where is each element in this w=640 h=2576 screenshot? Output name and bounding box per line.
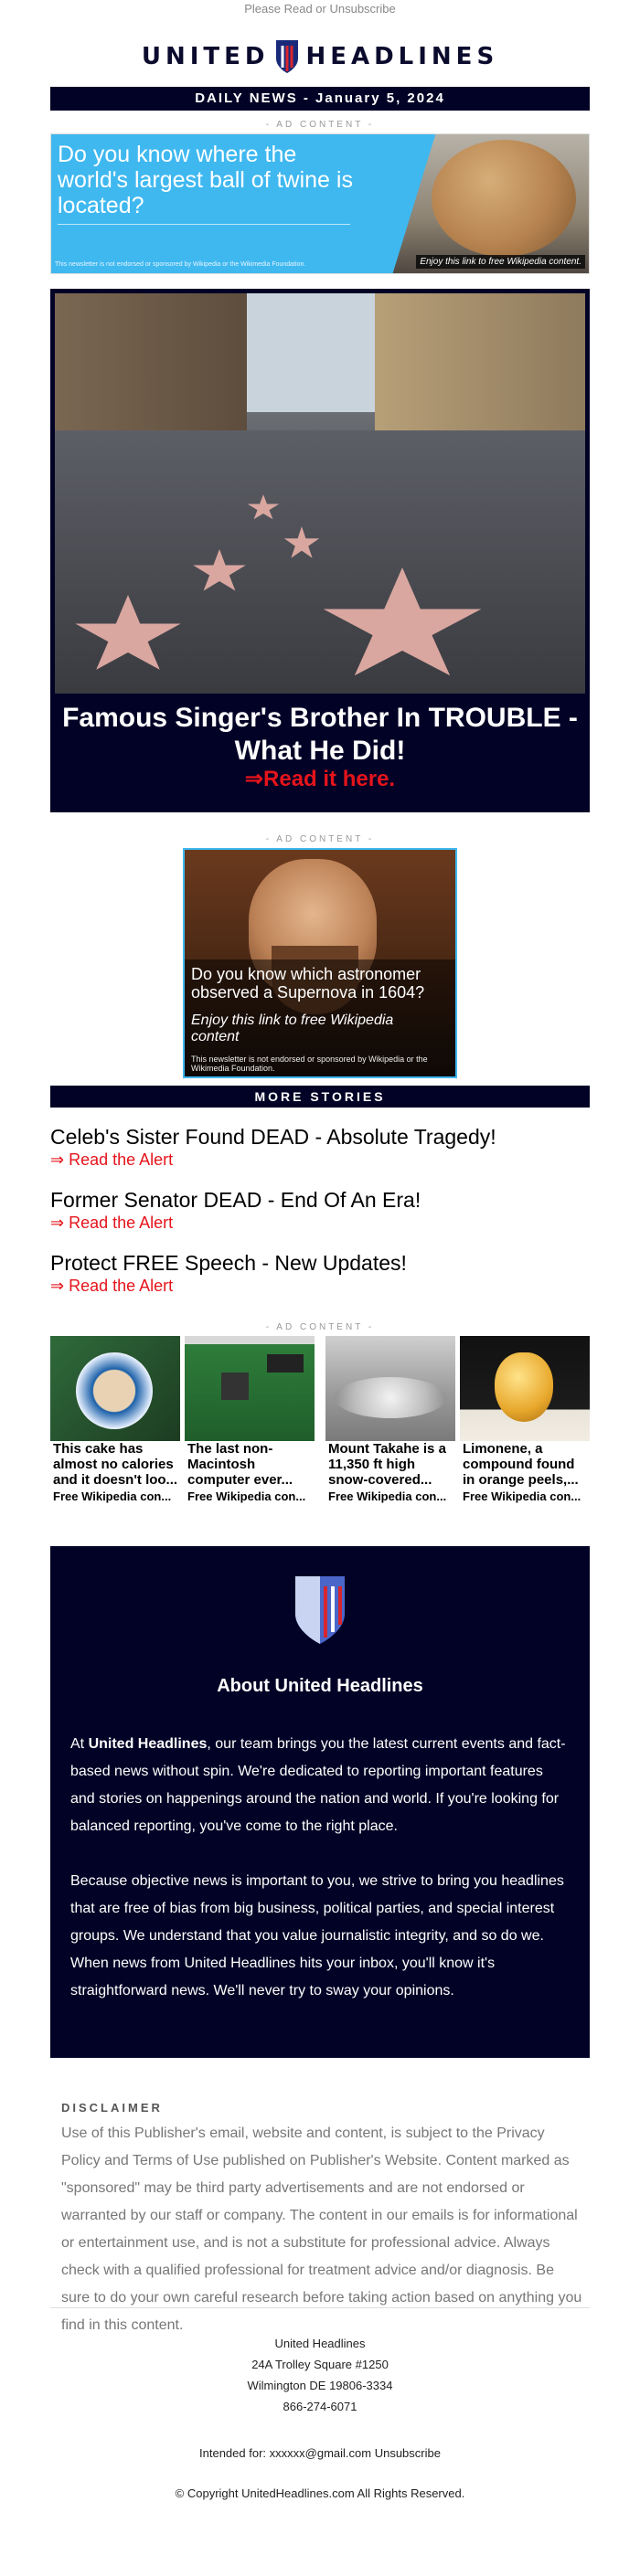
brand-left: UNITED: [141, 43, 270, 70]
rec-card[interactable]: [460, 1336, 590, 1503]
recommended-grid: [50, 1336, 590, 1503]
ad-disclaimer: This newsletter is not endorsed or sponsored by Wikipedia or the Wikimedia Foundation.: [55, 261, 306, 268]
ad-link[interactable]: Enjoy this link to free Wikipedia content.: [416, 255, 585, 269]
about-section: [50, 1546, 590, 2058]
footer-copyright: © Copyright UnitedHeadlines.com All Rights Reserved.: [175, 2486, 465, 2500]
about-brand: United Headlines: [88, 1736, 208, 1752]
unsubscribe-link[interactable]: Unsubscribe: [374, 2446, 441, 2460]
circuit-board-image: [185, 1336, 315, 1441]
rec-source: Free Wikipedia con...: [187, 1489, 306, 1503]
story-item[interactable]: [50, 1124, 590, 1170]
footer-company: United Headlines: [274, 2337, 366, 2350]
date-bar: DAILY NEWS - January 5, 2024: [50, 87, 590, 111]
rec-source: Free Wikipedia con...: [53, 1489, 172, 1503]
rec-source: Free Wikipedia con...: [463, 1489, 581, 1503]
footer-intended: [0, 2443, 640, 2464]
preheader[interactable]: Please Read or Unsubscribe: [244, 2, 396, 16]
more-stories-header: MORE STORIES: [50, 1086, 590, 1108]
ad-label: - AD CONTENT -: [265, 834, 375, 844]
divider: [50, 2307, 590, 2308]
disclaimer-label: DISCLAIMER: [61, 2101, 163, 2115]
feature-title[interactable]: Famous Singer's Brother In TROUBLE - What He Did!: [62, 703, 578, 766]
ad-astronomer-banner[interactable]: [183, 848, 457, 1078]
ad-question: Do you know which astronomer observed a Supernova in 1604?: [191, 965, 425, 1002]
about-paragraph-2: Because objective news is important to you, we strive to bring you headlines that are free of bias from big business, political parties, and special interest groups. We understand that you value journalistic integrity, and so do we. When news from United Headlines hits your inbox, you'll know it's straightforward news. We'll never try to sway your opinions.: [70, 1873, 564, 1998]
story-title[interactable]: Celeb's Sister Found DEAD - Absolute Tragedy!: [50, 1125, 496, 1149]
recipient-email: xxxxxx@gmail.com: [269, 2446, 372, 2460]
orange-peel-image: [460, 1336, 590, 1441]
disclaimer-text: Use of this Publisher's email, website and content, is subject to the Privacy Policy and Terms of Use published on Publisher's Website. Content marked as "sponsored" may be third party advertisements and are not endorsed or warranted by our staff or company. The content in our emails is for informational or entertainment use, and is not a substitute for professional advice. Always check with a qualified professional for treatment advice and/or diagnosis. Be sure to do your own careful research before taking action based on anything you find in this content.: [61, 2125, 582, 2333]
shield-icon: [274, 38, 300, 75]
intended-label: Intended for:: [199, 2446, 270, 2460]
ad-label: - AD CONTENT -: [265, 1322, 375, 1332]
twine-ball: [432, 140, 576, 257]
footer-address-2: Wilmington DE 19806-3334: [247, 2379, 393, 2392]
rec-title: The last non-Macintosh computer ever...: [187, 1441, 293, 1488]
walk-of-fame-image: [55, 293, 585, 694]
ad-question: Do you know where the world's largest ball of twine is located?: [58, 142, 353, 218]
shield-icon: [293, 1574, 347, 1647]
rec-title: Limonene, a compound found in orange peels,...: [463, 1441, 579, 1488]
ad-link[interactable]: Enjoy this link to free Wikipedia content: [191, 1012, 394, 1044]
rec-title: Mount Takahe is a 11,350 ft high snow-covered...: [328, 1441, 446, 1488]
footer-address-1: 24A Trolley Square #1250: [251, 2358, 389, 2371]
story-title[interactable]: Former Senator DEAD - End Of An Era!: [50, 1188, 421, 1212]
ad-twine-banner[interactable]: [50, 133, 590, 274]
rec-card[interactable]: [325, 1336, 455, 1503]
about-paragraph-1: [70, 1731, 570, 1840]
story-title[interactable]: Protect FREE Speech - New Updates!: [50, 1251, 407, 1275]
about-text: At: [70, 1736, 89, 1752]
about-title: About United Headlines: [217, 1676, 423, 1696]
footer-phone: 866-274-6071: [283, 2400, 357, 2413]
cake-image: [50, 1336, 180, 1441]
mount-takahe-image: [325, 1336, 455, 1441]
ad-label: - AD CONTENT -: [265, 120, 375, 130]
divider: [58, 224, 350, 225]
rec-title: This cake has almost no calories and it doesn't loo...: [53, 1441, 178, 1488]
brand-logo[interactable]: [0, 35, 640, 79]
rec-card[interactable]: [185, 1336, 315, 1503]
feature-cta-link[interactable]: ⇒Read it here.: [244, 767, 396, 791]
story-item[interactable]: [50, 1187, 590, 1233]
story-link[interactable]: ⇒ Read the Alert: [50, 1277, 174, 1295]
story-link[interactable]: ⇒ Read the Alert: [50, 1150, 174, 1169]
brand-right: HEADLINES: [305, 43, 499, 70]
ad-disclaimer: This newsletter is not endorsed or sponsored by Wikipedia or the Wikimedia Foundation.: [191, 1055, 428, 1073]
story-item[interactable]: [50, 1250, 590, 1296]
story-link[interactable]: ⇒ Read the Alert: [50, 1214, 174, 1232]
rec-source: Free Wikipedia con...: [328, 1489, 447, 1503]
rec-card[interactable]: [50, 1336, 180, 1503]
feature-story[interactable]: [50, 289, 590, 812]
about-text: , our team brings you the latest current events and fact-based news without spin. We're dedicated to reporting important features and stories on happenings around the nation and world. If you're looking for balanced reporting, you've come to the right place.: [70, 1736, 566, 1834]
